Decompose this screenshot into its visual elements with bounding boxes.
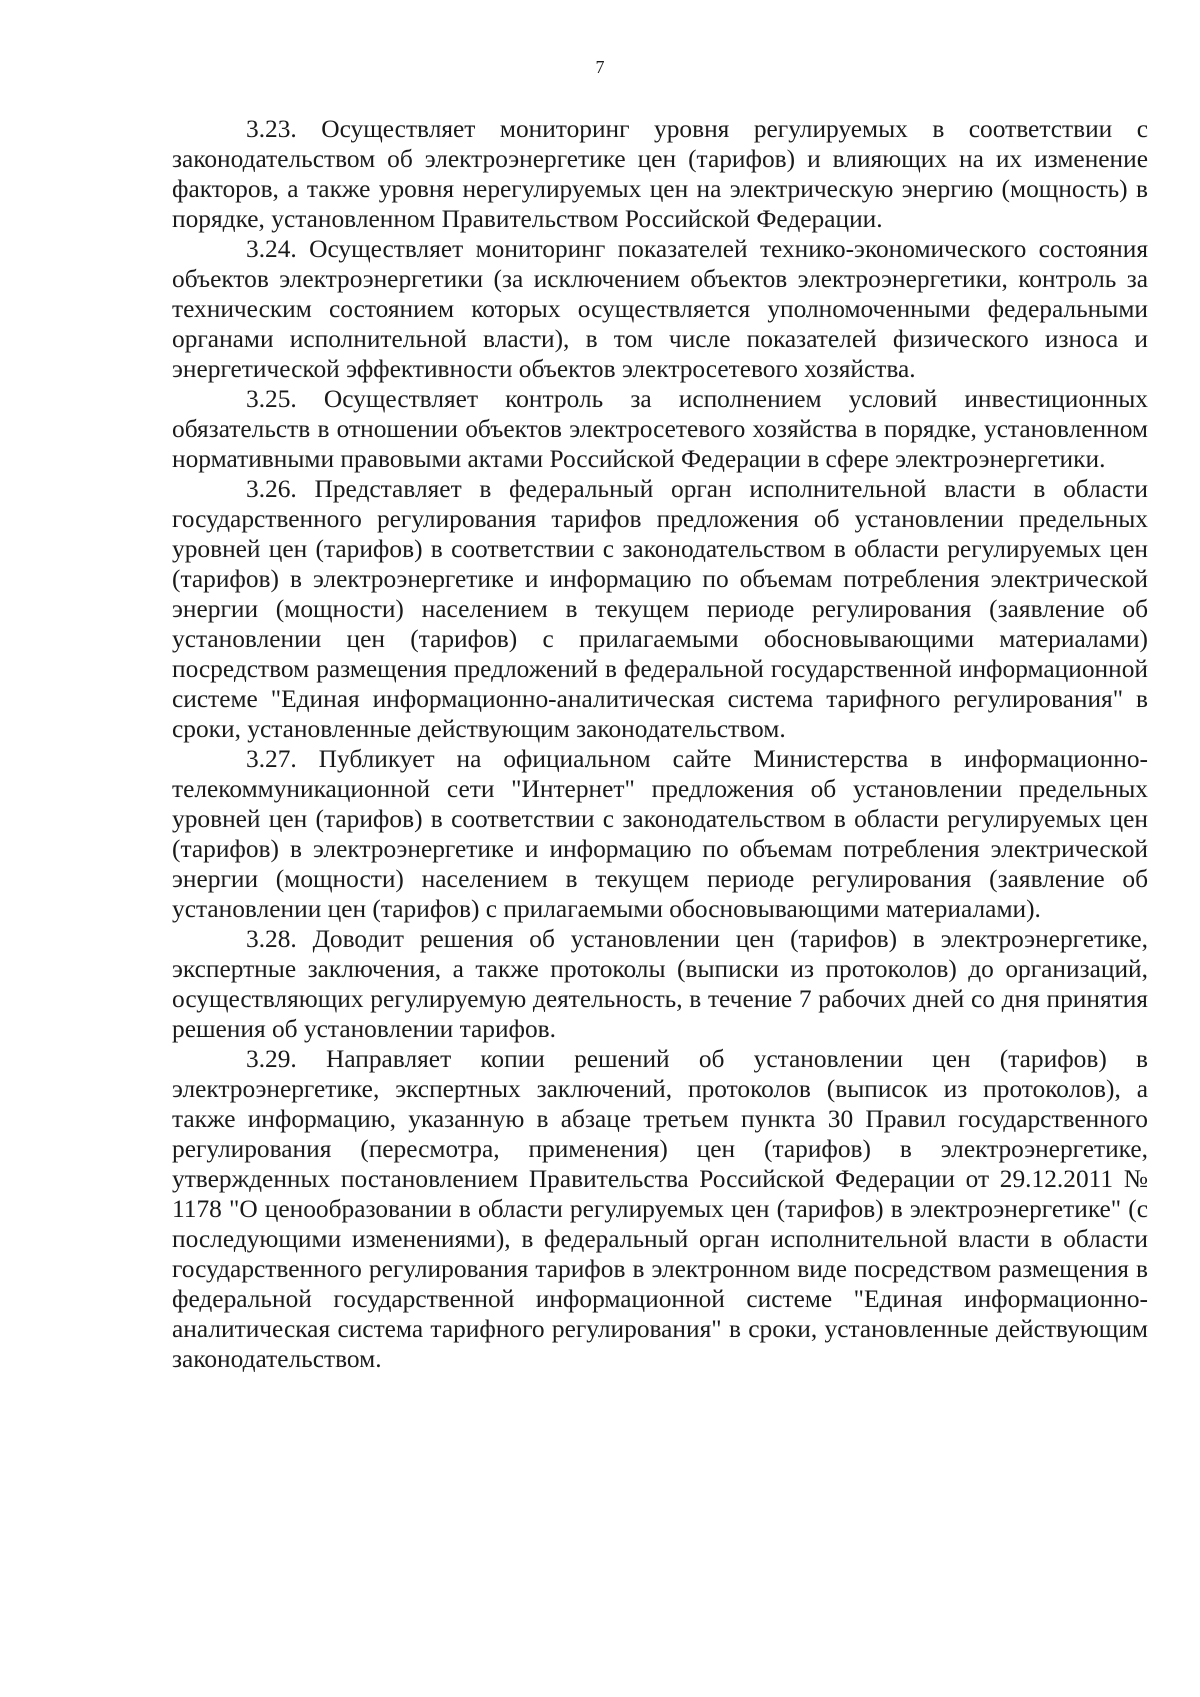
paragraph-3-23: 3.23. Осуществляет мониторинг уровня регулируемых в соответствии с законодательством об электроэнергетике цен (тарифов) и влияющих на их изменение факторов, а также уровня нерегулируемых цен на электрическую энергию (мощность) в порядке, установленном Правительством Российской Федерации. <box>172 115 1148 233</box>
document-body <box>172 114 1148 1374</box>
paragraph-3-26: 3.26. Представляет в федеральный орган исполнительной власти в области государственного регулирования тарифов предложения об установлении предельных уровней цен (тарифов) в соответствии с законодательством в области регулируемых цен (тарифов) в электроэнергетике и информацию по объемам потребления электрической энергии (мощности) населением в текущем периоде регулирования (заявление об установлении цен (тарифов) с прилагаемыми обосновывающими материалами) посредством размещения предложений в федеральной государственной информационной системе "Единая информационно-аналитическая система тарифного регулирования" в сроки, установленные действующим законодательством. <box>172 475 1148 743</box>
page-number: 7 <box>595 57 605 77</box>
paragraph-3-29: 3.29. Направляет копии решений об установлении цен (тарифов) в электроэнергетике, экспертных заключений, протоколов (выписок из протоколов), а также информацию, указанную в абзаце третьем пункта 30 Правил государственного регулирования (пересмотра, применения) цен (тарифов) в электроэнергетике, утвержденных постановлением Правительства Российской Федерации от 29.12.2011 № 1178 "О ценообразовании в области регулируемых цен (тарифов) в электроэнергетике" (с последующими изменениями), в федеральный орган исполнительной власти в области государственного регулирования тарифов в электронном виде посредством размещения в федеральной государственной информационной системе "Единая информационно-аналитическая система тарифного регулирования" в сроки, установленные действующим законодательством. <box>172 1045 1148 1373</box>
paragraph-3-25: 3.25. Осуществляет контроль за исполнением условий инвестиционных обязательств в отношении объектов электросетевого хозяйства в порядке, установленном нормативными правовыми актами Российской Федерации в сфере электроэнергетики. <box>172 385 1148 473</box>
paragraph-3-28: 3.28. Доводит решения об установлении цен (тарифов) в электроэнергетике, экспертные заключения, а также протоколы (выписки из протоколов) до организаций, осуществляющих регулируемую деятельность, в течение 7 рабочих дней со дня принятия решения об установлении тарифов. <box>172 925 1148 1043</box>
paragraph-3-27: 3.27. Публикует на официальном сайте Министерства в информационно-телекоммуникационной сети "Интернет" предложения об установлении предельных уровней цен (тарифов) в соответствии с законодательством в области регулируемых цен (тарифов) в электроэнергетике и информацию по объемам потребления электрической энергии (мощности) населением в текущем периоде регулирования (заявление об установлении цен (тарифов) с прилагаемыми обосновывающими материалами). <box>172 745 1148 923</box>
paragraph-3-24: 3.24. Осуществляет мониторинг показателей технико-экономического состояния объектов электроэнергетики (за исключением объектов электроэнергетики, контроль за техническим состоянием которых осуществляется уполномоченными федеральными органами исполнительной власти), в том числе показателей физического износа и энергетической эффективности объектов электросетевого хозяйства. <box>172 235 1148 383</box>
